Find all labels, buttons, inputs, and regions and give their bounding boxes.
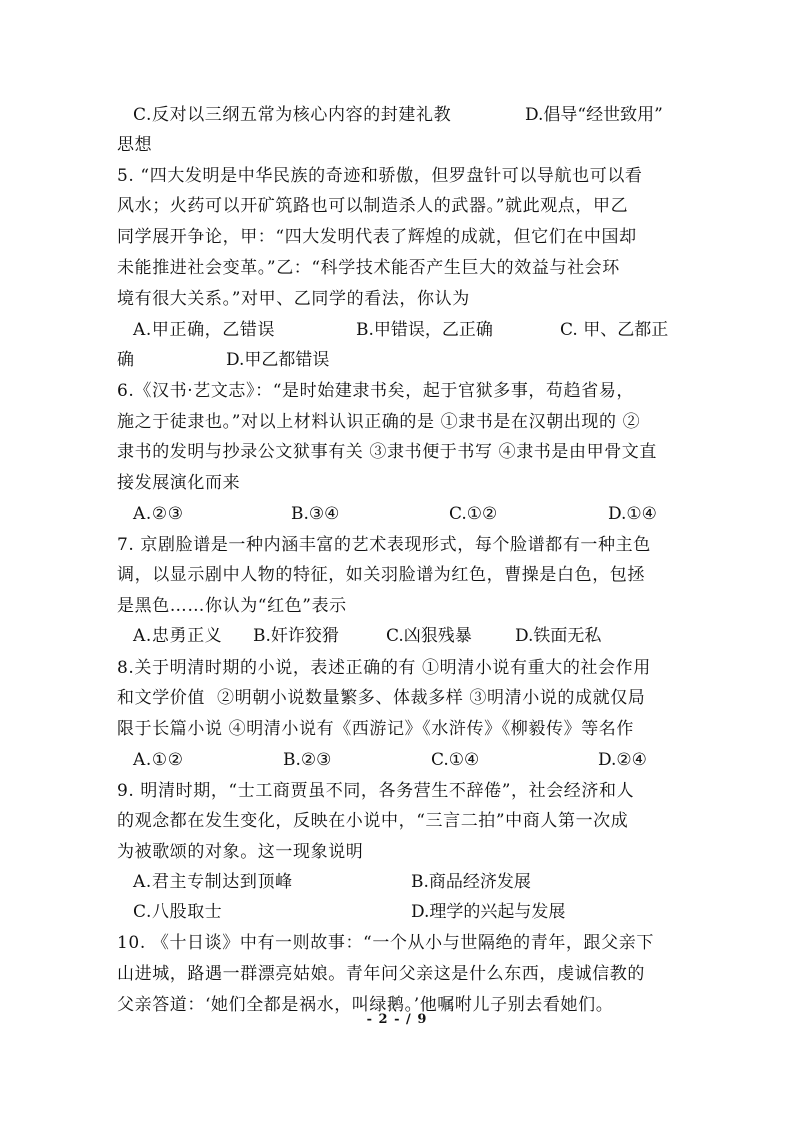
q8-option-a: A.①② — [133, 750, 184, 770]
q5-stem-line: 未能推进社会变革。”乙：“科学技术能否产生巨大的效益与社会环 — [117, 258, 620, 278]
q5-stem-line: 境有很大关系。”对甲、乙同学的看法，你认为 — [117, 289, 470, 309]
q7-option-d: D.铁面无私 — [515, 626, 602, 646]
q5-option-a: A.甲正确，乙错误 — [133, 320, 276, 340]
q9-option-c: C.八股取士 — [133, 902, 223, 922]
q9-stem-line: 的观念都在发生变化，反映在小说中，“三言二拍”中商人第一次成 — [117, 811, 629, 831]
q8-stem-line: 限于长篇小说 ④明清小说有《西游记》《水浒传》《柳毅传》等名作 — [117, 719, 635, 739]
q6-stem-line: 施之于徒隶也。”对以上材料认识正确的是 ①隶书是在汉朝出现的 ② — [117, 412, 641, 432]
q6-stem-line: 6.《汉书·艺文志》：“是时始建隶书矣，起于官狱多事，苟趋省易， — [117, 381, 635, 401]
page-number: - 2 - / 9 — [366, 1012, 428, 1027]
q7-stem-line: 7. 京剧脸谱是一种内涵丰富的艺术表现形式，每个脸谱都有一种主色 — [117, 535, 651, 555]
q8-option-b: B.②③ — [283, 750, 332, 770]
q5-option-b: B.甲错误，乙正确 — [356, 320, 493, 340]
q9-option-d: D.理学的兴起与发展 — [411, 902, 566, 922]
q5-option-c: C. 甲、乙都正 — [560, 320, 669, 340]
q10-stem-line: 父亲答道：‘她们全都是祸水，叫绿鹅。’他嘱咐儿子别去看她们。 — [117, 995, 614, 1015]
q6-option-c: C.①② — [449, 504, 498, 524]
q7-stem-line: 是黑色……你认为“红色”表示 — [117, 596, 347, 616]
q5-stem-line: 同学展开争论，甲：“四大发明代表了辉煌的成就，但它们在中国却 — [117, 227, 637, 247]
q10-stem-line: 山进城，路遇一群漂亮姑娘。青年问父亲这是什么东西，虔诚信教的 — [117, 964, 645, 984]
q6-stem-line: 接发展演化而来 — [117, 473, 241, 493]
q4-option-d: D.倡导“经世致用” — [525, 105, 663, 125]
q6-stem-line: 隶书的发明与抄录公文狱事有关 ③隶书便于书写 ④隶书是由甲骨文直 — [117, 442, 658, 462]
q4-option-d-cont: 思想 — [117, 135, 153, 155]
q5-option-d: D.甲乙都错误 — [226, 350, 330, 370]
q8-option-c: C.①④ — [431, 750, 480, 770]
q5-stem-line: 风水；火药可以开矿筑路也可以制造杀人的武器。”就此观点，甲乙 — [117, 196, 629, 216]
q5-option-c-cont: 确 — [117, 350, 135, 370]
q5-stem-line: 5. “四大发明是中华民族的奇迹和骄傲，但罗盘针可以导航也可以看 — [117, 166, 643, 186]
q7-option-a: A.忠勇正义 — [133, 626, 223, 646]
q7-option-b: B.奸诈狡猾 — [253, 626, 339, 646]
q9-stem-line: 为被歌颂的对象。这一现象说明 — [117, 842, 364, 862]
q4-option-c: C.反对以三纲五常为核心内容的封建礼教 — [133, 105, 452, 125]
q9-option-b: B.商品经济发展 — [411, 872, 531, 892]
q9-option-a: A.君主专制达到顶峰 — [133, 872, 293, 892]
q7-stem-line: 调，以显示剧中人物的特征，如关羽脸谱为红色，曹操是白色，包拯 — [117, 565, 645, 585]
q8-option-d: D.②④ — [598, 750, 647, 770]
q6-option-a: A.②③ — [133, 504, 184, 524]
q6-option-d: D.①④ — [608, 504, 657, 524]
q6-option-b: B.③④ — [291, 504, 340, 524]
q8-stem-line: 8.关于明清时期的小说，表述正确的有 ①明清小说有重大的社会作用 — [117, 658, 651, 678]
q7-option-c: C.凶狠残暴 — [386, 626, 472, 646]
q8-stem-line: 和文学价值 ②明朝小说数量繁多、体裁多样 ③明清小说的成就仅局 — [117, 688, 646, 708]
q9-stem-line: 9. 明清时期，“士工商贾虽不同，各务营生不辞倦”，社会经济和人 — [117, 781, 635, 801]
q10-stem-line: 10. 《十日谈》中有一则故事：“一个从小与世隔绝的青年，跟父亲下 — [117, 933, 654, 953]
